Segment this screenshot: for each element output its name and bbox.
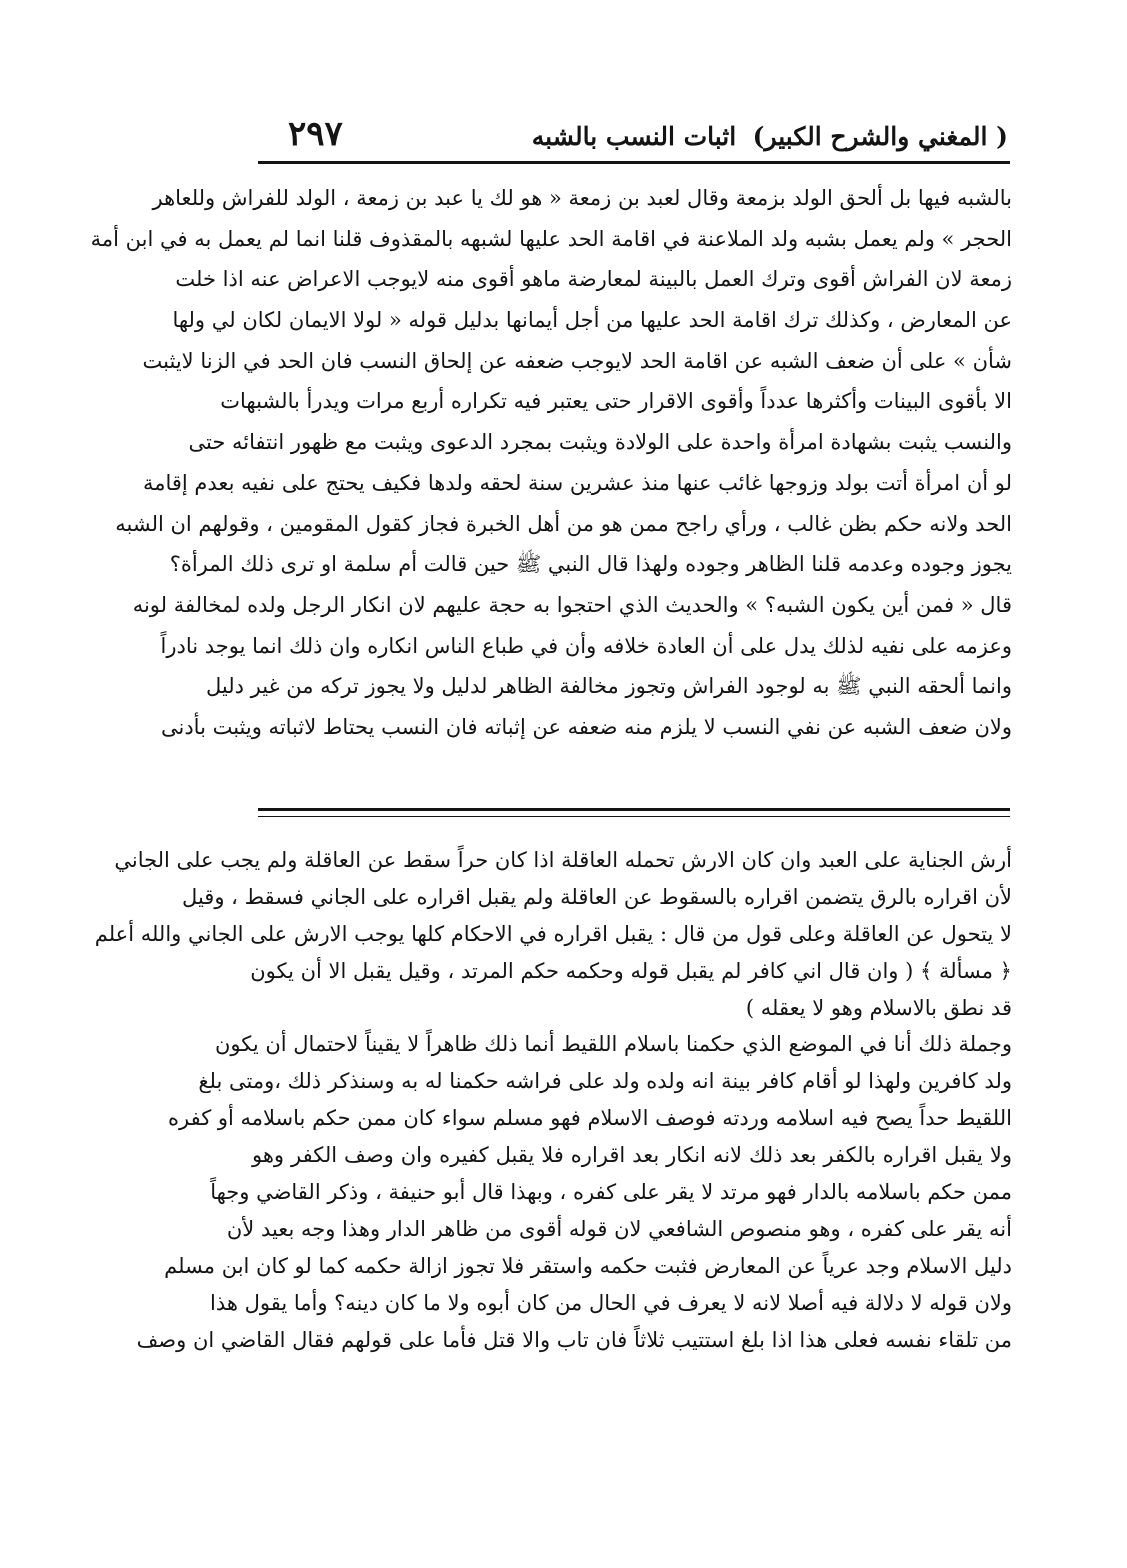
chapter-title: اثبات النسب بالشبه (531, 122, 737, 151)
text-line: قال « فمن أين يكون الشبه؟ » والحديث الذي احتجوا به حجة عليهم لان انكار الرجل ولده لمخالفة لونه (132, 592, 1012, 617)
page-number: ٢٩٧ (288, 114, 343, 154)
text-line: زمعة لان الفراش أقوى وترك العمل بالبينة لمعارضة ماهو أقوى منه لايوجب الاعراض عنه اذا خلت (175, 267, 1012, 292)
page-header (258, 114, 1010, 162)
text-line: لو أن امرأة أتت بولد وزوجها غائب عنها منذ عشرين سنة لحقه ولدها فكيف يحتج على نفيه بعدم إقامة (142, 470, 1012, 495)
text-line: ممن حكم باسلامه بالدار فهو مرتد لا يقر على كفره ، وبهذا قال أبو حنيفة ، وذكر القاضي وجهاً (210, 1180, 1012, 1205)
text-line: وانما ألحقه النبي ﷺ به لوجود الفراش وتجوز مخالفة الظاهر لدليل ولا يجوز تركه من غير دليل (206, 674, 1012, 699)
commentary-text (94, 842, 1012, 1358)
text-line: والنسب يثبت بشهادة امرأة واحدة على الولادة ويثبت بمجرد الدعوى ويثبت مع ظهور انتفائه حتى (188, 430, 1012, 455)
text-line: ولد كافرين ولهذا لو أقام كافر بينة انه ولده ولد على فراشه حكمنا له به وسنذكر ذلك ،ومتى بلغ (198, 1069, 1012, 1094)
text-line: بالشبه فيها بل ألحق الولد بزمعة وقال لعبد بن زمعة « هو لك يا عبد بن زمعة ، الولد للفراش وللعاهر (152, 186, 1012, 210)
text-line: الا بأقوى البينات وأكثرها عدداً وأقوى الاقرار حتى يعتبر فيه تكراره أربع مرات ويدرأ بالشبهات (220, 389, 1012, 414)
text-line: الحجر » ولم يعمل بشبه ولد الملاعنة في اقامة الحد عليها لشبهه بالمقذوف قلنا انما لم يعمل به في ابن أمة (90, 226, 1012, 251)
text-line: ولان قوله لا دلالة فيه أصلا لانه لا يعرف في الحال من كان أبوه ولا ما كان دينه؟ وأما يقول هذا (210, 1290, 1012, 1315)
text-line: شأن » على أن ضعف الشبه عن اقامة الحد لايوجب ضعفه عن إلحاق النسب فان الحد في الزنا لايثبت (142, 348, 1012, 373)
text-line: ﴿ مسألة ﴾ ( وان قال اني كافر لم يقبل قوله وحكمه حكم المرتد ، وقيل يقبل الا أن يكون (250, 958, 1012, 983)
text-line: وعزمه على نفيه لذلك يدل على أن العادة خلافه وأن في طباع الناس انكاره وان ذلك انما يوجد نادراً (160, 633, 1012, 658)
running-title: ( المغني والشرح الكبير) (752, 122, 1008, 151)
text-line: من تلقاء نفسه فعلى هذا اذا بلغ استتيب ثلاثاً فان تاب والا قتل فأما على قولهم فقال القاضي ان وصف (136, 1327, 1012, 1352)
text-line: يجوز وجوده وعدمه قلنا الظاهر وجوده ولهذا قال النبي ﷺ حين قالت أم سلمة او ترى ذلك المرأة؟ (169, 552, 1012, 577)
text-line: وجملة ذلك أنا في الموضع الذي حكمنا باسلام اللقيط أنما ذلك ظاهراً لا يقيناً لاحتمال أن يكون (214, 1032, 1012, 1057)
text-line: أرش الجناية على العبد وان كان الارش تحمله العاقلة اذا كان حراً سقط عن العاقلة ولم يجب على الجاني (114, 848, 1012, 872)
text-line: قد نطق بالاسلام وهو لا يعقله ) (745, 995, 1012, 1020)
text-line: ولان ضعف الشبه عن نفي النسب لا يلزم منه ضعفه عن إثباته فان النسب يحتاط لاثباته ويثبت بأدنى (160, 714, 1012, 739)
main-text (90, 178, 1012, 748)
text-line: اللقيط حداً يصح فيه اسلامه وردته فوصف الاسلام فهو مسلم سواء كان ممن حكم باسلامه أو كفره (167, 1106, 1012, 1131)
text-line: لا يتحول عن العاقلة وعلى قول من قال : يقبل اقراره في الاحكام كلها يوجب الارش على الجاني والله أعلم (94, 921, 1012, 946)
header-rule (258, 161, 1010, 164)
section-separator (258, 808, 1010, 817)
text-line: ولا يقبل اقراره بالكفر بعد ذلك لانه انكار بعد اقراره فلا يقبل كفيره وان وصف الكفر وهو (252, 1143, 1012, 1168)
text-line: عن المعارض ، وكذلك ترك اقامة الحد عليها من أجل أيمانها بدليل قوله « لولا الايمان لكان لي ولها (172, 308, 1012, 333)
text-line: أنه يقر على كفره ، وهو منصوص الشافعي لان قوله أقوى من ظاهر الدار وهذا وجه بعيد لأن (226, 1216, 1012, 1241)
text-line: لأن اقراره بالرق يتضمن اقراره بالسقوط عن العاقلة ولم يقبل اقراره على الجاني فسقط ، وقيل (182, 884, 1012, 909)
text-line: الحد ولانه حكم بظن غالب ، ورأي راجح ممن هو من أهل الخبرة فجاز كقول المقومين ، وقولهم ان الشبه (115, 511, 1012, 536)
text-line: دليل الاسلام وجد عرياً عن المعارض فثبت حكمه واستقر فلا تجوز ازالة حكمه كما لو كان ابن مسلم (164, 1253, 1012, 1278)
